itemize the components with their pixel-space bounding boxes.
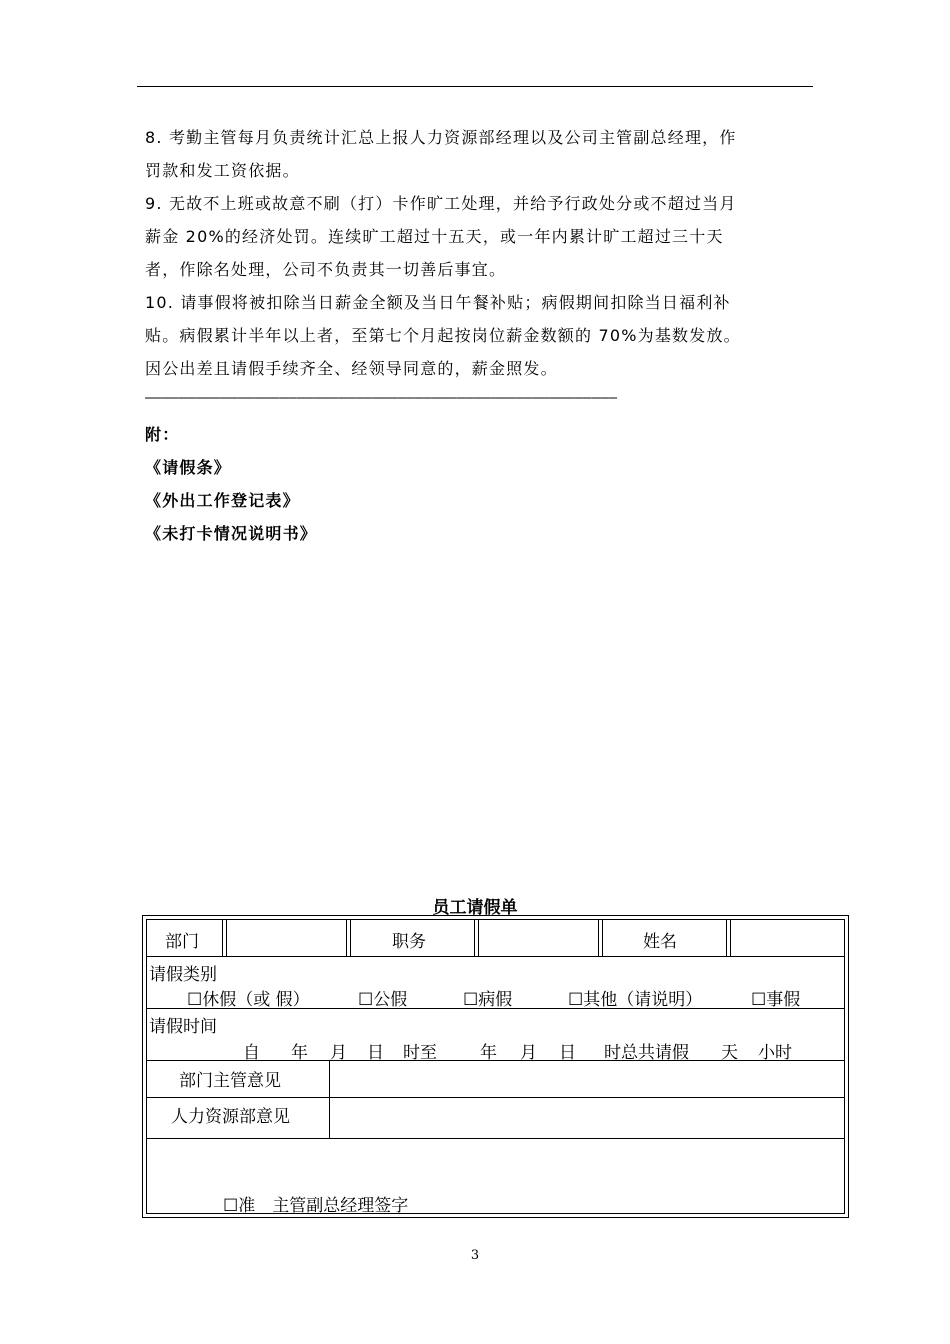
leave-time-part: 时总共请假 (604, 1043, 689, 1063)
approval-signature-label[interactable]: ☐准 主管副总经理签字 (223, 1196, 409, 1216)
appendix-heading: 附： (145, 425, 180, 444)
position-label: 职务 (392, 932, 426, 952)
leave-time-part: 日 (559, 1043, 576, 1063)
paragraph-line: 因公出差且请假手续齐全、经领导同意的，薪金照发。 (145, 359, 558, 378)
cell-divider (474, 920, 475, 956)
leave-time-part: 日 (367, 1043, 384, 1063)
paragraph-line: 贴。病假累计半年以上者，至第七个月起按岗位薪金数额的 70%为基数发放。 (145, 326, 741, 345)
paragraph-line: 10. 请事假将被扣除当日薪金全额及当日午餐补贴；病假期间扣除当日福利补 (145, 293, 731, 312)
cell-divider (726, 920, 727, 956)
hr-opinion-label: 人力资源部意见 (171, 1107, 290, 1127)
header-rule (137, 86, 813, 87)
cell-divider (478, 920, 479, 956)
leave-time-label: 请假时间 (149, 1017, 217, 1037)
paragraph-line: 薪金 20%的经济处罚。连续旷工超过十五天，或一年内累计旷工超过三十天 (145, 227, 724, 246)
form-title: 员工请假单 (432, 898, 518, 918)
leave-type-label: 请假类别 (149, 965, 217, 985)
cell-divider (350, 920, 351, 956)
leave-time-part: 自 (243, 1043, 260, 1063)
page-number: 3 (470, 1248, 480, 1263)
paragraph-line: 罚款和发工资依据。 (145, 161, 300, 180)
form-inner-border (146, 919, 845, 1214)
cell-divider (222, 920, 223, 956)
leave-form (142, 915, 849, 1218)
row-divider (147, 956, 844, 957)
leave-time-part: 年 (291, 1043, 308, 1063)
row-divider (147, 1138, 844, 1139)
appendix-item: 《未打卡情况说明书》 (145, 524, 318, 543)
leave-type-option[interactable]: ☐事假 (751, 990, 801, 1010)
leave-time-part: 时至 (403, 1043, 437, 1063)
dept-label: 部门 (165, 932, 199, 952)
cell-divider (226, 920, 227, 956)
leave-time-part: 小时 (758, 1043, 792, 1063)
leave-time-part: 天 (721, 1043, 738, 1063)
row-divider (147, 1097, 844, 1098)
cell-divider (598, 920, 599, 956)
cell-divider (602, 920, 603, 956)
separator-line: ———————————————————————————————————————————————————————— (145, 390, 618, 406)
leave-type-option[interactable]: ☐病假 (463, 990, 513, 1010)
appendix-item: 《请假条》 (145, 458, 232, 477)
leave-time-part: 月 (330, 1043, 347, 1063)
appendix-item: 《外出工作登记表》 (145, 491, 300, 510)
paragraph-line: 8. 考勤主管每月负责统计汇总上报人力资源部经理以及公司主管副总经理，作 (145, 128, 737, 147)
cell-divider (730, 920, 731, 956)
cell-divider (346, 920, 347, 956)
name-label: 姓名 (643, 932, 677, 952)
paragraph-line: 9. 无故不上班或故意不刷（打）卡作旷工处理，并给予行政处分或不超过当月 (145, 194, 737, 213)
dept-manager-opinion-label: 部门主管意见 (179, 1071, 281, 1091)
cell-divider (329, 1060, 330, 1138)
paragraph-line: 者，作除名处理，公司不负责其一切善后事宜。 (145, 260, 507, 279)
leave-time-part: 年 (480, 1043, 497, 1063)
leave-type-option[interactable]: ☐公假 (358, 990, 408, 1010)
leave-time-part: 月 (520, 1043, 537, 1063)
leave-type-option[interactable]: ☐其他（请说明） (568, 990, 703, 1010)
leave-type-option[interactable]: ☐休假（或 假） (187, 990, 310, 1010)
